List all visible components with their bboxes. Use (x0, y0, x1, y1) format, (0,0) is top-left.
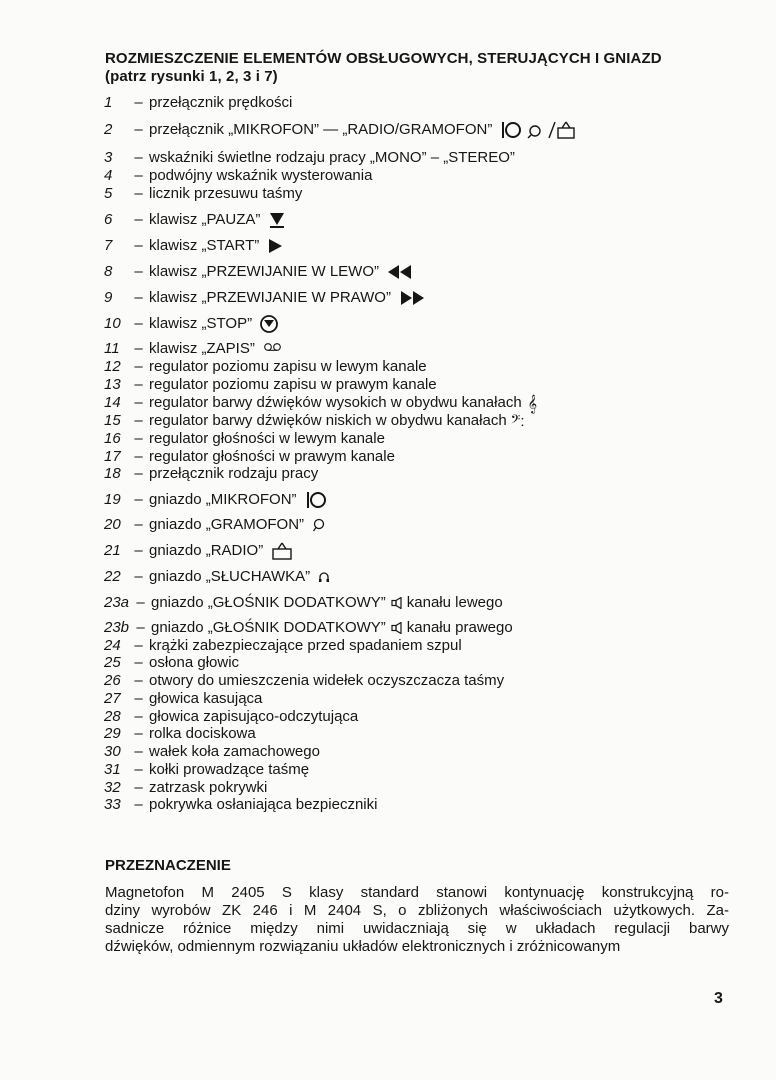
list-item (104, 619, 513, 636)
paragraph-line: dziny wyrobów ZK 246 i M 2404 S, o zbliżonych właściwościach użytkowych. Za- (105, 902, 729, 919)
item-dash: – (134, 743, 143, 760)
item-dash: – (134, 358, 143, 375)
section-paragraph (105, 884, 729, 956)
item-text: wałek koła zamachowego (149, 743, 320, 760)
item-text: krążki zabezpieczające przed spadaniem szpul (149, 637, 462, 654)
item-dash: – (134, 448, 143, 465)
item-text: klawisz „PRZEWIJANIE W LEWO” (149, 263, 380, 280)
list-item (104, 263, 413, 280)
item-dash: – (134, 237, 143, 254)
item-number: 22 (104, 568, 121, 585)
list-item (104, 761, 309, 778)
bass-clef-icon: 𝄢: (510, 412, 525, 430)
item-text: gniazdo „MIKROFON” (149, 491, 297, 508)
item-text: gniazdo „GŁOŚNIK DODATKOWY” (151, 594, 386, 611)
fast-forward-icon (399, 290, 425, 306)
list-item (104, 672, 504, 689)
record-icon (263, 343, 283, 355)
item-dash: – (134, 185, 143, 202)
item-dash: – (134, 167, 143, 184)
item-text: klawisz „START” (149, 237, 260, 254)
item-text: regulator głośności w prawym kanale (149, 448, 395, 465)
list-item (104, 708, 358, 725)
item-number: 1 (104, 94, 113, 111)
item-text: osłona głowic (149, 654, 240, 671)
item-number: 7 (104, 237, 113, 254)
gramophone-icon (312, 518, 326, 532)
item-number: 29 (104, 725, 121, 742)
item-dash: – (134, 725, 143, 742)
item-number: 27 (104, 690, 121, 707)
item-number: 19 (104, 491, 121, 508)
item-number: 18 (104, 465, 121, 482)
item-text-suffix: kanału prawego (406, 619, 513, 636)
item-number: 10 (104, 315, 121, 332)
item-number: 21 (104, 542, 121, 559)
item-text-suffix: kanału lewego (406, 594, 503, 611)
headphone-icon (318, 571, 330, 583)
item-number: 2 (104, 120, 113, 138)
item-number: 33 (104, 796, 121, 813)
page-number: 3 (714, 990, 723, 1007)
list-item (104, 185, 302, 202)
item-number: 32 (104, 779, 121, 796)
item-text: podwójny wskaźnik wysterowania (149, 167, 373, 184)
item-dash: – (134, 568, 143, 585)
controls-heading (105, 50, 745, 86)
item-dash: – (134, 690, 143, 707)
list-item (104, 289, 425, 306)
item-text: zatrzask pokrywki (149, 779, 268, 796)
item-dash: – (134, 672, 143, 689)
item-dash: – (134, 120, 143, 138)
item-text: głowica zapisująco-odczytująca (149, 708, 359, 725)
list-item (104, 568, 330, 585)
item-dash: – (134, 491, 143, 508)
item-text: regulator poziomu zapisu w prawym kanale (149, 376, 437, 393)
list-item (104, 237, 283, 254)
item-text: licznik przesuwu taśmy (149, 185, 303, 202)
treble-clef-icon: 𝄞 (527, 393, 538, 413)
item-number: 28 (104, 708, 121, 725)
item-text: przełącznik „MIKROFON” — „RADIO/GRAMOFON” (149, 120, 493, 138)
list-item (104, 167, 372, 184)
item-dash: – (134, 708, 143, 725)
item-number: 3 (104, 149, 113, 166)
item-text: gniazdo „GŁOŚNIK DODATKOWY” (151, 619, 386, 636)
item-text: rolka dociskowa (149, 725, 256, 742)
item-text: kołki prowadzące taśmę (149, 761, 310, 778)
item-number: 6 (104, 211, 113, 228)
item-number: 9 (104, 289, 113, 306)
item-text: wskaźniki świetlne rodzaju pracy „MONO” – „STEREO” (149, 149, 515, 166)
item-number: 16 (104, 430, 121, 447)
item-dash: – (134, 315, 143, 332)
list-item (104, 594, 503, 611)
item-dash: – (134, 465, 143, 482)
item-dash: – (134, 637, 143, 654)
list-item (104, 743, 320, 760)
item-dash: – (134, 761, 143, 778)
list-item (104, 358, 427, 375)
list-item (104, 315, 278, 333)
item-number: 12 (104, 358, 121, 375)
list-item (104, 637, 462, 654)
paragraph-line: sadnicze różnice między nimi uwidaczniają się w układach regulacji barwy (105, 920, 729, 937)
paragraph-line: Magnetofon M 2405 S klasy standard stanowi kontynuację konstrukcyjną ro- (105, 884, 729, 901)
item-number: 31 (104, 761, 121, 778)
heading-subtitle: (patrz rysunki 1, 2, 3 i 7) (105, 68, 278, 85)
item-dash: – (136, 594, 145, 611)
list-item (104, 412, 525, 430)
item-number: 20 (104, 516, 121, 533)
item-dash: – (134, 340, 143, 357)
item-text: gniazdo „RADIO” (149, 542, 264, 559)
list-item (104, 654, 239, 671)
microphone-radio-gramophone-icon (500, 120, 578, 140)
item-text: głowica kasująca (149, 690, 263, 707)
item-dash: – (134, 430, 143, 447)
item-dash: – (134, 796, 143, 813)
list-item (104, 340, 283, 357)
speaker-icon (391, 597, 403, 609)
item-number: 14 (104, 394, 121, 411)
item-text: przełącznik rodzaju pracy (149, 465, 319, 482)
item-text: regulator poziomu zapisu w lewym kanale (149, 358, 427, 375)
item-text: gniazdo „SŁUCHAWKA” (149, 568, 311, 585)
item-dash: – (134, 654, 143, 671)
list-item (104, 94, 292, 111)
list-item (104, 796, 377, 813)
radio-icon (271, 542, 293, 560)
item-text: klawisz „PRZEWIJANIE W PRAWO” (149, 289, 391, 306)
item-dash: – (134, 376, 143, 393)
item-number: 5 (104, 185, 113, 202)
list-item (104, 779, 267, 796)
item-number: 17 (104, 448, 121, 465)
item-dash: – (134, 211, 143, 228)
item-number: 4 (104, 167, 113, 184)
list-item (104, 542, 293, 560)
item-number: 11 (104, 340, 120, 357)
list-item (104, 394, 537, 412)
item-number: 30 (104, 743, 121, 760)
item-number: 15 (104, 412, 121, 429)
list-item (104, 491, 327, 509)
list-item (104, 465, 318, 482)
list-item (104, 211, 286, 229)
paragraph-line: dźwięków, odmiennym rozwiązaniu układów elektronicznych i zróżnicowanym (105, 938, 621, 955)
item-text: regulator barwy dźwięków niskich w obydwu kanałach (149, 412, 507, 429)
item-text: pokrywka osłaniająca bezpieczniki (149, 796, 378, 813)
item-number: 23b (104, 619, 130, 636)
microphone-icon (305, 491, 327, 509)
speaker-icon (391, 622, 403, 634)
item-text: klawisz „STOP” (149, 315, 253, 332)
item-dash: – (134, 779, 143, 796)
item-text: gniazdo „GRAMOFON” (149, 516, 305, 533)
item-number: 23a (104, 594, 130, 611)
list-item (104, 149, 515, 166)
item-dash: – (134, 542, 143, 559)
item-dash: – (134, 94, 143, 111)
play-icon (267, 238, 283, 254)
list-item (104, 516, 326, 533)
item-number: 13 (104, 376, 121, 393)
rewind-icon (387, 264, 413, 280)
item-dash: – (134, 394, 143, 411)
item-text: regulator głośności w lewym kanale (149, 430, 385, 447)
section-title: PRZEZNACZENIE (105, 857, 231, 874)
item-dash: – (136, 619, 145, 636)
item-number: 25 (104, 654, 121, 671)
item-text: klawisz „ZAPIS” (149, 340, 255, 357)
item-number: 8 (104, 263, 113, 280)
item-dash: – (134, 412, 143, 429)
pause-icon (268, 211, 286, 229)
stop-icon (260, 315, 278, 333)
list-item (104, 448, 395, 465)
list-item (104, 725, 256, 742)
item-dash: – (134, 516, 143, 533)
item-number: 24 (104, 637, 121, 654)
list-item (104, 376, 437, 393)
item-dash: – (134, 263, 143, 280)
item-text: przełącznik prędkości (149, 94, 293, 111)
item-dash: – (134, 149, 143, 166)
list-item (104, 430, 385, 447)
item-text: regulator barwy dźwięków wysokich w obydwu kanałach (149, 394, 522, 411)
item-text: otwory do umieszczenia widełek oczyszczacza taśmy (149, 672, 505, 689)
heading-title: ROZMIESZCZENIE ELEMENTÓW OBSŁUGOWYCH, STERUJĄCYCH I GNIAZD (105, 50, 662, 67)
list-item (104, 690, 262, 707)
item-dash: – (134, 289, 143, 306)
item-text: klawisz „PAUZA” (149, 211, 261, 228)
list-item (104, 120, 578, 140)
item-number: 26 (104, 672, 121, 689)
